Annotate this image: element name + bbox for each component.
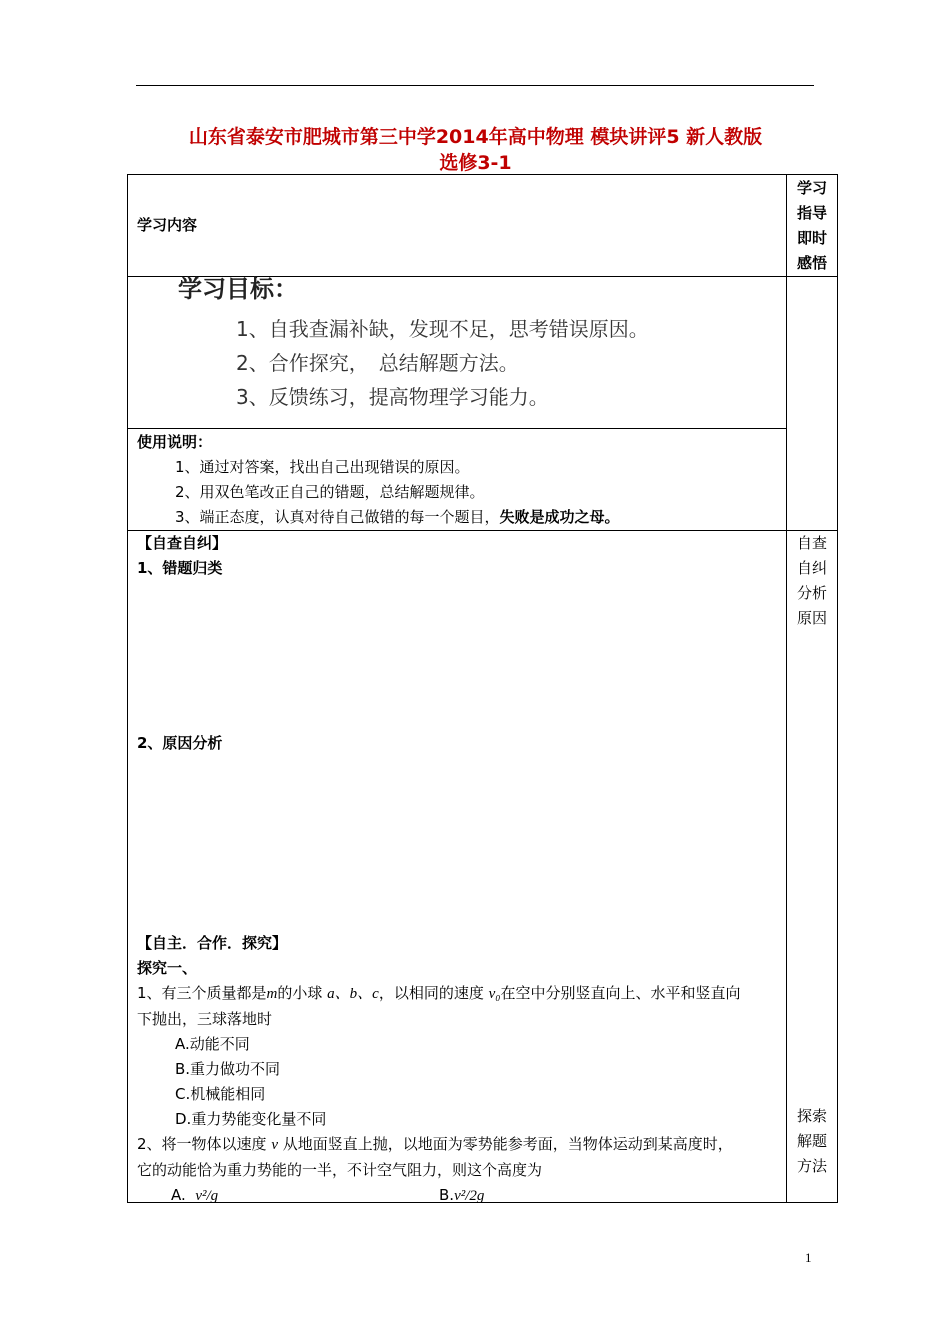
goal-item: 3、反馈练习，提高物理学习能力。 [236,385,549,409]
q2-text: 2、将一物体以速度 [137,1135,272,1153]
q1-option: A.动能不同 [175,1035,250,1053]
usage-item3-text: 3、端正态度，认真对待自己做错的每一个题目， [175,508,500,526]
q2-option-a [171,1183,218,1209]
guidance-header-cell [787,175,838,277]
explore-section [137,931,782,1208]
guidance-main-cell [787,531,838,1203]
side-label-line: 原因 [796,609,827,627]
main-content-cell [128,531,787,1203]
q2-text: 从地面竖直上抛，以地面为零势能参考面，当物体运动到某高度时， [277,1135,733,1153]
q1-option: D.重力势能变化量不同 [175,1110,327,1128]
question-2 [137,1132,782,1158]
side-label-line: 感悟 [796,254,827,272]
q1-option: C.机械能相同 [175,1085,266,1103]
explore-subheading: 探究一、 [137,959,198,977]
q2-option-value: v²/2g [454,1188,485,1204]
q1-text: 的小球 [277,984,328,1002]
self-check-side-label [787,531,837,631]
q1-text: ，以相同的速度 [378,984,489,1002]
usage-item3-emphasis: 失败是成功之母。 [499,508,620,526]
q2-option-value: v²/g [195,1188,219,1204]
question-1 [137,981,782,1007]
q1-option: B.重力做功不同 [175,1060,281,1078]
q2-option-label: A. [171,1186,186,1204]
usage-item: 1、通过对答案，找出自己出现错误的原因。 [175,458,470,476]
side-label-line: 学习 [796,179,827,197]
side-label-line: 自纠 [796,559,827,577]
side-label-line: 即时 [796,229,827,247]
goal-item: 1、自我查漏补缺，发现不足，思考错误原因。 [236,317,649,341]
document-title [128,124,823,176]
self-check-part1: 1、错题归类 [137,559,223,577]
side-label-line: 探索 [796,1107,827,1125]
side-label-line: 自查 [796,534,827,552]
explore-heading: 【自主．合作．探究】 [137,934,288,952]
content-header-cell [128,175,787,277]
content-label: 学习内容 [137,216,198,234]
page-number: 1 [805,1250,812,1265]
self-check-heading: 【自查自纠】 [137,534,228,552]
goals-cell [128,277,787,429]
side-label-line: 指导 [796,204,827,222]
explore-side-label [787,1104,837,1179]
q2-var-v: v [271,1137,278,1153]
q2-option-b [439,1183,484,1209]
side-label-line: 分析 [796,584,827,602]
side-label-line: 方法 [796,1157,827,1175]
header-rule [136,85,814,86]
usage-item [137,505,777,530]
q1-var-m: m [266,986,278,1002]
guidance-cell-empty [787,277,838,531]
usage-cell [128,429,787,531]
q1-text: 在空中分别竖直向上、水平和竖直向 [500,984,741,1002]
q1-vars-abc: a、b、c [327,986,379,1002]
title-line-2: 选修3-1 [439,152,512,174]
question-1-line2: 下抛出，三球落地时 [137,1010,273,1028]
goal-item: 2、合作探究， 总结解题方法。 [236,351,519,375]
worksheet-table [127,174,838,1203]
q1-var-v0: v₀ [488,986,501,1002]
q2-options [137,1183,782,1208]
question-2-line2: 它的动能恰为重力势能的一半，不计空气阻力，则这个高度为 [137,1161,543,1179]
q1-text: 1、有三个质量都是 [137,984,267,1002]
title-line-1: 山东省泰安市肥城市第三中学2014年高中物理 模块讲评5 新人教版 [188,126,763,148]
q2-option-label: B. [439,1186,455,1204]
usage-heading: 使用说明： [137,433,213,451]
self-check-part2: 2、原因分析 [137,734,223,752]
side-label-line: 解题 [796,1132,827,1150]
goals-heading: 学习目标： [178,275,298,303]
usage-item: 2、用双色笔改正自己的错题，总结解题规律。 [175,483,485,501]
